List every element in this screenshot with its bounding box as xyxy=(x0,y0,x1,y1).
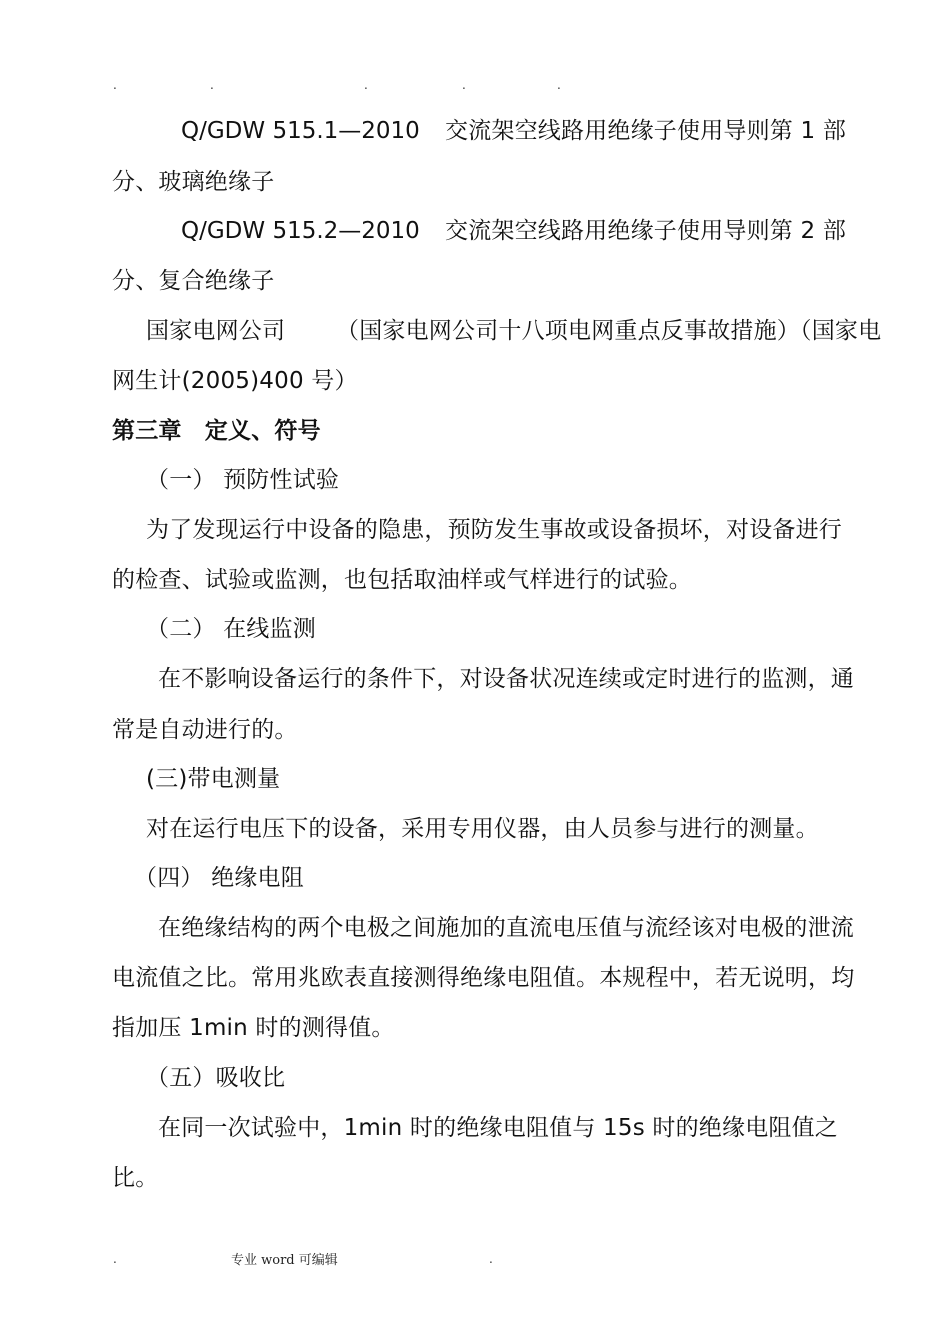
paragraph-line: 指加压 1min 时的测得值。 xyxy=(112,1015,395,1041)
ref3-title: （国家电网公司十八项电网重点反事故措施）（国家电 xyxy=(336,318,882,344)
section-heading: （二） 在线监测 xyxy=(146,616,316,642)
header-dot: . xyxy=(210,78,214,92)
paragraph-line: 在不影响设备运行的条件下，对设备状况连续或定时进行的监测，通 xyxy=(158,666,854,692)
ref1-code: Q/GDW 515.1—2010 xyxy=(181,118,420,144)
paragraph-line: 在绝缘结构的两个电极之间施加的直流电压值与流经该对电极的泄流 xyxy=(158,915,854,941)
ref2-title-cont: 分、复合绝缘子 xyxy=(112,268,275,294)
paragraph-line: 对在运行电压下的设备，采用专用仪器，由人员参与进行的测量。 xyxy=(146,816,819,842)
section-heading: （四） 绝缘电阻 xyxy=(134,865,304,891)
footer-dot: . xyxy=(113,1252,117,1266)
header-dot: . xyxy=(364,78,368,92)
ref1-title: 交流架空线路用绝缘子使用导则第 1 部 xyxy=(445,118,847,144)
ref1-title-cont: 分、玻璃绝缘子 xyxy=(112,169,275,195)
paragraph-line: 电流值之比。常用兆欧表直接测得绝缘电阻值。本规程中，若无说明，均 xyxy=(112,965,855,991)
paragraph-line: 为了发现运行中设备的隐患，预防发生事故或设备损坏，对设备进行 xyxy=(146,517,842,543)
section-heading: （五）吸收比 xyxy=(146,1065,286,1091)
footer-label: 专业 word 可编辑 xyxy=(231,1253,338,1268)
ref3-title-cont: 网生计(2005)400 号） xyxy=(112,368,358,394)
footer-dot: . xyxy=(489,1252,493,1266)
header-dot: . xyxy=(557,78,561,92)
chapter-heading: 第三章 定义、符号 xyxy=(112,418,321,444)
section-heading: （一） 预防性试验 xyxy=(146,467,340,493)
paragraph-line: 的检查、试验或监测，也包括取油样或气样进行的试验。 xyxy=(112,567,692,593)
ref2-code: Q/GDW 515.2—2010 xyxy=(181,218,420,244)
paragraph-line: 常是自动进行的。 xyxy=(112,717,298,743)
section-heading: (三)带电测量 xyxy=(146,766,281,792)
paragraph-line: 在同一次试验中，1min 时的绝缘电阻值与 15s 时的绝缘电阻值之 xyxy=(158,1115,838,1141)
ref3-org: 国家电网公司 xyxy=(146,318,286,344)
paragraph-line: 比。 xyxy=(112,1165,159,1191)
header-dot: . xyxy=(113,78,117,92)
ref2-title: 交流架空线路用绝缘子使用导则第 2 部 xyxy=(445,218,847,244)
header-dot: . xyxy=(462,78,466,92)
